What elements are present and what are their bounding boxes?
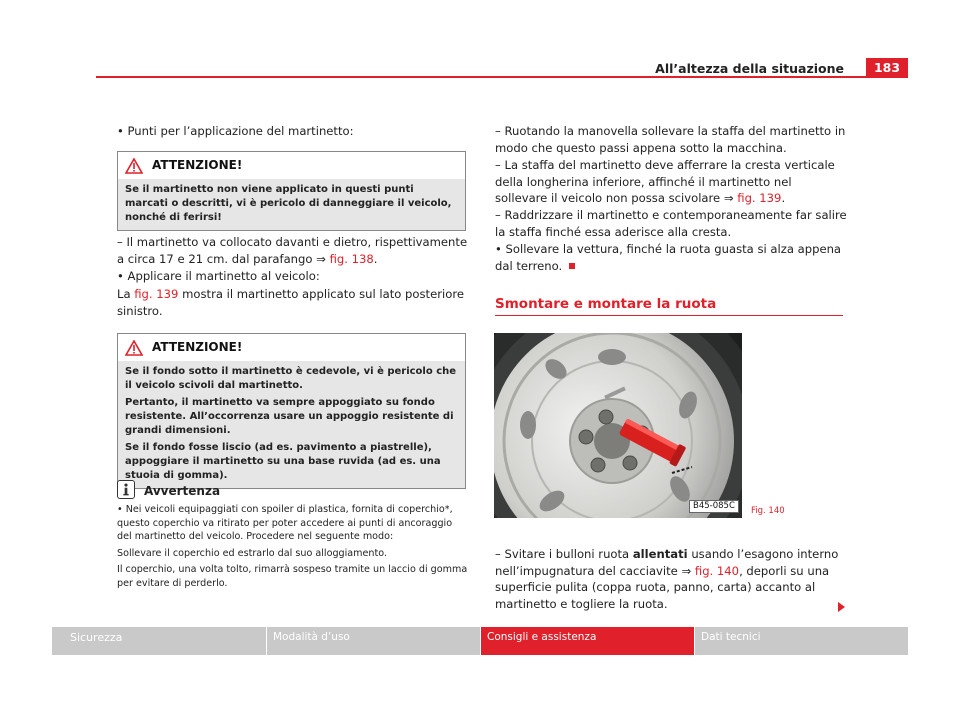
running-header-title: All’altezza della situazione: [655, 61, 844, 76]
warning-triangle-icon: [125, 340, 143, 356]
fig-139-link[interactable]: fig. 139: [134, 287, 179, 301]
step-remove-bolts: [495, 546, 847, 612]
section-rule: [495, 315, 843, 316]
paragraph-jack-position: [117, 234, 469, 267]
text: , deporli su una superficie pulita (coppa ruota, panno, carta) accanto al martinetto e togliere la ruota.: [495, 563, 830, 611]
info-note-icon: [117, 480, 135, 499]
tab-dati-tecnici[interactable]: Dati tecnici: [695, 627, 908, 655]
end-mark-icon: [569, 263, 575, 269]
warning-line: Se il fondo sotto il martinetto è cedevole, vi è pericolo che il veicolo scivoli dal martinetto.: [125, 366, 457, 391]
text: .: [373, 251, 378, 266]
text: • Sollevare la vettura, finché la ruota guasta si alza appena dal terreno.: [495, 242, 842, 273]
text: – La staffa del martinetto deve afferrare la cresta verticale della longherina inferiore, affinché il martinetto nel sollevare il veicolo non possa scivolare ⇒: [495, 158, 835, 205]
text: usando l’esagono interno nell’impugnatura del cacciavite ⇒: [495, 547, 839, 578]
fig-140-link[interactable]: fig. 140: [694, 563, 740, 578]
bullet-apply-jack: • Applicare il martinetto al veicolo:: [117, 269, 320, 283]
paragraph-fig-139: [117, 286, 469, 319]
warning-line: Pertanto, il martinetto va sempre appoggiato su fondo resistente. All’occorrenza usare un appoggio resistente di grandi dimensioni.: [125, 397, 454, 436]
text: mostra il martinetto applicato sul lato posteriore sinistro.: [117, 287, 464, 318]
warning-header: [118, 334, 465, 361]
step-straighten-jack: – Raddrizzare il martinetto e contemporaneamente far salire la staffa finché essa aderisce alla cresta.: [495, 208, 847, 239]
step-raise-bracket: – Ruotando la manovella sollevare la staffa del martinetto in modo che questo passi appena sotto la macchina.: [495, 124, 846, 155]
warning-triangle-icon: [125, 158, 143, 174]
page-number: 183: [866, 58, 908, 78]
intro-bullet: • Punti per l’applicazione del martinetto:: [117, 124, 354, 138]
warning-title: ATTENZIONE!: [152, 340, 243, 354]
photo-code-label: B45-085C: [689, 500, 739, 513]
wheel-illustration: [494, 333, 742, 518]
wheel-photo: [494, 333, 742, 518]
warning-box-1: [117, 151, 466, 231]
text: – Svitare i bulloni ruota: [495, 547, 633, 561]
warning-title: ATTENZIONE!: [152, 158, 243, 172]
note-line: Sollevare il coperchio ed estrarlo dal suo alloggiamento.: [117, 547, 388, 559]
tab-modalita-uso[interactable]: Modalità d’uso: [267, 627, 480, 655]
warning-body: [118, 179, 465, 230]
tab-sicurezza[interactable]: Sicurezza: [52, 627, 266, 655]
header-rule: [96, 76, 866, 78]
warning-text: Se il martinetto non viene applicato in questi punti marcati o descritti, vi è pericolo di danneggiare il veicolo, nonché di ferirsi!: [125, 184, 452, 223]
note-line: • Nei veicoli equipaggiati con spoiler di plastica, fornita di coperchio*, questo coperchio va ritirato per poter accedere ai punti di ancoraggio del martinetto del veicolo. Procedere nel seguente modo:: [117, 504, 453, 542]
continue-arrow-icon: [838, 602, 845, 612]
fig-139-link[interactable]: fig. 139: [737, 191, 782, 205]
figure-label: Fig. 140: [751, 506, 785, 516]
tab-consigli-assistenza[interactable]: Consigli e assistenza: [481, 627, 694, 655]
text: .: [781, 191, 786, 205]
bullet-raise-car: [495, 241, 847, 274]
warning-body: [118, 361, 465, 488]
note-line: Il coperchio, una volta tolto, rimarrà sospeso tramite un laccio di gomma per evitare di perderlo.: [117, 564, 468, 589]
warning-line: Se il fondo fosse liscio (ad es. pavimento a piastrelle), appoggiare il martinetto su una base ruvida (ad es. una stuoia di gomma).: [125, 442, 441, 481]
step-bracket-grip: [495, 157, 847, 207]
footer-nav: [0, 627, 960, 655]
fig-138-link[interactable]: fig. 138: [329, 251, 374, 266]
warning-header: [118, 152, 465, 179]
text: La: [117, 287, 135, 301]
note-title: Avvertenza: [144, 484, 221, 498]
text: – Il martinetto va collocato davanti e dietro, rispettivamente a circa 17 e 21 cm. dal parafango ⇒: [117, 235, 468, 266]
section-heading: Smontare e montare la ruota: [495, 296, 717, 312]
warning-box-2: [117, 333, 466, 489]
note-body: [117, 503, 469, 590]
emphasis-allentati: allentati: [632, 547, 688, 561]
